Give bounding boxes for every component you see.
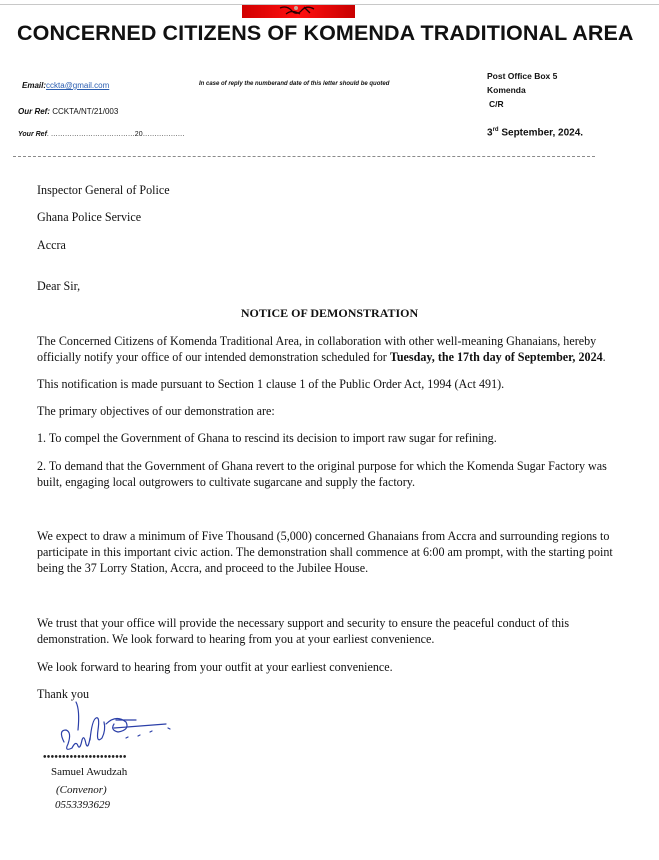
- date-suffix: rd: [492, 127, 499, 133]
- email-label: Email:: [22, 81, 47, 90]
- recipient-line-3: Accra: [37, 238, 66, 252]
- address-line-1: Post Office Box 5: [487, 71, 558, 81]
- emblem-icon: [242, 5, 355, 18]
- your-ref: [18, 131, 185, 138]
- paragraph-legal-basis: This notification is made pursuant to Section 1 clause 1 of the Public Order Act, 1994 (Act 491).: [37, 377, 505, 391]
- signatory-name: Samuel Awudzah: [51, 766, 128, 778]
- letterhead-logo: [242, 5, 355, 18]
- our-ref: [18, 107, 118, 116]
- closing-thank-you: Thank you: [37, 687, 90, 701]
- signatory-role: (Convenor): [56, 784, 107, 796]
- date-day: 3: [487, 127, 493, 139]
- date-rest: September, 2024.: [498, 127, 584, 139]
- email-line: [22, 81, 109, 90]
- reply-note: In case of reply the numberand date of this letter should be quoted: [199, 81, 390, 87]
- signature-icon: [56, 700, 176, 756]
- intro-end: .: [602, 350, 606, 364]
- signatory-phone: 0553393629: [55, 799, 110, 811]
- paragraph-closing-remark: We look forward to hearing from your outfit at your earliest convenience.: [37, 660, 393, 674]
- address-line-2: Komenda: [487, 85, 526, 95]
- demonstration-date: Tuesday, the 17th day of September, 2024: [389, 350, 603, 364]
- recipient-line-1: Inspector General of Police: [37, 183, 170, 197]
- email-link[interactable]: cckta@gmail.com: [46, 81, 110, 90]
- paragraph-security-request: We trust that your office will provide the necessary support and security to ensure the peaceful conduct of this demonstration. We look forward to hearing from you at your earliest convenience.: [37, 616, 570, 646]
- signature-dotted-line: ••••••••••••••••••••••: [43, 752, 127, 763]
- recipient-line-2: Ghana Police Service: [37, 210, 142, 224]
- address-line-3: C/R: [489, 99, 504, 109]
- salutation: Dear Sir,: [37, 279, 81, 293]
- paragraph-intro: [37, 333, 627, 365]
- our-ref-label: Our Ref:: [18, 107, 50, 116]
- objective-2: 2. To demand that the Government of Ghana revert to the original purpose for which the Komenda Sugar Factory was built, engaging local outgrowers to cultivate sugarcane and supply the factory.: [37, 459, 607, 489]
- header-divider: [13, 156, 595, 157]
- subject-heading: NOTICE OF DEMONSTRATION: [240, 306, 419, 320]
- your-ref-label: Your Ref: [18, 131, 47, 138]
- intro-text: The Concerned Citizens of Komenda Traditional Area, in collaboration with other well-meaning Ghanaians, hereby officially notify your office of our intended demonstration scheduled for: [37, 334, 597, 364]
- our-ref-value: CCKTA/NT/21/003: [50, 107, 119, 116]
- organization-title: CONCERNED CITIZENS OF KOMENDA TRADITIONAL AREA: [17, 21, 634, 45]
- paragraph-objectives-intro: The primary objectives of our demonstration are:: [37, 404, 275, 418]
- letter-date: [487, 127, 583, 138]
- your-ref-value: . ………………………………20………………: [46, 131, 185, 138]
- paragraph-attendance: We expect to draw a minimum of Five Thousand (5,000) concerned Ghanaians from Accra and surrounding regions to participate in this important civic action. The demonstration shall commence at 6:00 am prompt, with the starting point being the 37 Lorry Station, Accra, and proceed to the Jubilee House.: [37, 529, 613, 575]
- objective-1: 1. To compel the Government of Ghana to rescind its decision to import raw sugar for refining.: [37, 431, 497, 445]
